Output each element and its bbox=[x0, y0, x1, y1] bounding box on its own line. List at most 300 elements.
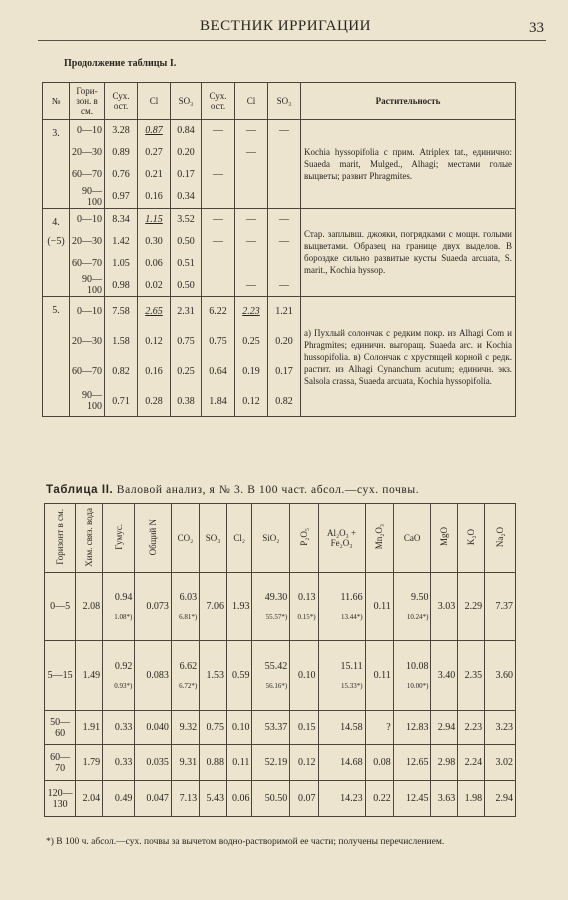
table2-cell bbox=[393, 711, 431, 745]
table2-value: 1.49 bbox=[82, 670, 101, 681]
table2-value: 1.79 bbox=[82, 757, 101, 768]
table1-cell: 20—30 bbox=[70, 327, 105, 357]
table2-value: 12.83 bbox=[405, 722, 429, 733]
table2-value: 0.08 bbox=[373, 757, 391, 768]
table2-value: 0.33 bbox=[114, 722, 133, 733]
table2-col-label: CaO bbox=[403, 533, 421, 543]
table2-cell bbox=[103, 781, 135, 817]
table1-cell: — bbox=[268, 208, 301, 230]
table2-cell bbox=[458, 711, 485, 745]
table2-value: 2.94 bbox=[495, 793, 513, 804]
table1-cell: 0.12 bbox=[138, 327, 171, 357]
table2-cell bbox=[485, 711, 516, 745]
table1-cell: 0.12 bbox=[235, 387, 268, 417]
table2-value: 2.35 bbox=[464, 670, 483, 681]
table1-row bbox=[43, 208, 516, 230]
table2-value: 3.60 bbox=[495, 670, 513, 681]
table2 bbox=[44, 503, 516, 817]
table2-cell bbox=[252, 781, 290, 817]
table2-value: 53.37 bbox=[264, 722, 288, 733]
table2-cell bbox=[365, 781, 393, 817]
table1-cell: 60—70 bbox=[70, 357, 105, 387]
table2-cell bbox=[485, 641, 516, 711]
table2-cell bbox=[76, 781, 103, 817]
table1-cell: 0.28 bbox=[138, 387, 171, 417]
table2-value: 12.45 bbox=[405, 793, 429, 804]
table2-col-label: P₂O₅ bbox=[298, 528, 309, 546]
table2-cell bbox=[252, 573, 290, 641]
table1-cell: 0.17 bbox=[268, 357, 301, 387]
table2-corrected-value: 6.81*) bbox=[179, 613, 198, 621]
table2-col-header bbox=[76, 504, 103, 573]
table2-col-header bbox=[365, 504, 393, 573]
table1-col-header: Cl bbox=[138, 83, 171, 120]
table2-col-header bbox=[431, 504, 458, 573]
table2-cell bbox=[135, 711, 171, 745]
table2-cell bbox=[290, 641, 318, 711]
table2-value: 1.91 bbox=[82, 722, 101, 733]
table2-corrected-value: 6.72*) bbox=[179, 682, 198, 690]
table2-value: 7.06 bbox=[206, 601, 224, 612]
table2-value: 6.62 bbox=[179, 661, 198, 672]
table2-value: 2.29 bbox=[464, 601, 483, 612]
table1-cell bbox=[202, 142, 235, 164]
table1-col-header: Гори-зон. в см. bbox=[70, 83, 105, 120]
table1-cell: 0.51 bbox=[171, 252, 202, 274]
table2-cell bbox=[393, 745, 431, 781]
table1-cell: 0.50 bbox=[171, 274, 202, 297]
table2-col-label: Mn₂O₃ bbox=[374, 524, 385, 550]
table2-cell bbox=[76, 711, 103, 745]
table2-cell bbox=[365, 641, 393, 711]
table1-col-header: SO₃ bbox=[171, 83, 202, 120]
table2-value: 50—60 bbox=[50, 716, 71, 739]
table2-cell bbox=[103, 711, 135, 745]
table2-row bbox=[45, 641, 516, 711]
table2-value: 0.083 bbox=[146, 670, 169, 681]
table2-cell bbox=[485, 745, 516, 781]
table1-group-number bbox=[43, 120, 70, 209]
table2-value: 0.59 bbox=[231, 670, 250, 681]
table2-corrected-value: 0.15*) bbox=[297, 613, 316, 621]
table2-value: 0.75 bbox=[206, 722, 224, 733]
table2-value: 3.63 bbox=[437, 793, 456, 804]
table2-corrected-value: 55.57*) bbox=[265, 613, 288, 621]
table1-cell: 20—30 bbox=[70, 142, 105, 164]
table1-cell: 0.89 bbox=[105, 142, 138, 164]
table2-title-label: Таблица II. bbox=[46, 484, 114, 496]
table2-value: 0.88 bbox=[206, 757, 224, 768]
table2-col-label: Al₂O₃ + Fe₂O₃ bbox=[327, 528, 357, 548]
table2-cell bbox=[135, 781, 171, 817]
table2-cell bbox=[252, 641, 290, 711]
table1-cell: 0.76 bbox=[105, 164, 138, 186]
table2-value: 3.23 bbox=[495, 722, 513, 733]
table2-value: 0.12 bbox=[298, 757, 316, 768]
table1-cell: — bbox=[268, 120, 301, 142]
table1-cell: 2.65 bbox=[138, 297, 171, 327]
table2-cell bbox=[290, 573, 318, 641]
table2-col-label: CO₂ bbox=[177, 533, 194, 543]
table2-value: 2.24 bbox=[464, 757, 483, 768]
table2-value: 0.13 bbox=[298, 592, 316, 603]
table1-cell: 0.20 bbox=[268, 327, 301, 357]
table1-cell: — bbox=[268, 230, 301, 252]
table2-value: 55.42 bbox=[264, 661, 288, 672]
table1-cell: 0.64 bbox=[202, 357, 235, 387]
table1-cell bbox=[268, 252, 301, 274]
table2-col-header bbox=[200, 504, 227, 573]
group-sub-number: (−5) bbox=[47, 235, 65, 247]
table2-value: 6.03 bbox=[179, 592, 198, 603]
table2-value: 9.50 bbox=[410, 592, 429, 603]
table2-cell bbox=[318, 745, 365, 781]
table1-cell: — bbox=[235, 274, 268, 297]
table1-cell: 0.20 bbox=[171, 142, 202, 164]
table2-value: 3.40 bbox=[437, 670, 456, 681]
table2-header-row bbox=[45, 504, 516, 573]
table2-value: 9.31 bbox=[179, 757, 198, 768]
table1-cell: — bbox=[202, 164, 235, 186]
table2-value: 7.37 bbox=[495, 601, 513, 612]
table1-cell bbox=[202, 252, 235, 274]
table1-cell: 0.02 bbox=[138, 274, 171, 297]
table1-cell bbox=[235, 252, 268, 274]
table2-value: 11.66 bbox=[340, 592, 363, 603]
table2-value: 15.11 bbox=[340, 661, 363, 672]
table2-cell bbox=[226, 781, 251, 817]
table2-cell bbox=[226, 641, 251, 711]
table2-value: 0.10 bbox=[231, 722, 250, 733]
table1-cell: 0.98 bbox=[105, 274, 138, 297]
table2-cell bbox=[200, 641, 227, 711]
table2-cell bbox=[171, 711, 199, 745]
table2-cell bbox=[103, 641, 135, 711]
table1-cell: — bbox=[235, 208, 268, 230]
table2-cell bbox=[431, 641, 458, 711]
table2-value: 2.94 bbox=[437, 722, 456, 733]
table2-col-header bbox=[135, 504, 171, 573]
table2-value: 5.43 bbox=[206, 793, 224, 804]
table1-cell: 1.58 bbox=[105, 327, 138, 357]
table1-cell: 0.25 bbox=[235, 327, 268, 357]
table1-cell: — bbox=[202, 120, 235, 142]
table2-cell bbox=[171, 641, 199, 711]
table1-vegetation: Kochia hyssopifolia с прим. Atriplex tat., единично: Suaeda marit, Mulged., Alhagi; местами голые выцветы; развит Phragmites. bbox=[301, 120, 516, 209]
table1-col-header: № bbox=[43, 83, 70, 120]
group-number: 5. bbox=[52, 305, 60, 316]
table1-cell: 90—100 bbox=[70, 186, 105, 209]
table2-value: 9.32 bbox=[179, 722, 198, 733]
table2-value: 10.08 bbox=[405, 661, 429, 672]
table2-cell bbox=[45, 781, 76, 817]
table2-col-header bbox=[252, 504, 290, 573]
table1-cell: 0.25 bbox=[171, 357, 202, 387]
table2-value: 0.22 bbox=[373, 793, 391, 804]
table2-cell bbox=[365, 573, 393, 641]
table2-cell bbox=[365, 711, 393, 745]
table1-cell: — bbox=[235, 230, 268, 252]
table2-value: 0.07 bbox=[298, 793, 316, 804]
table2-value: 0.040 bbox=[146, 722, 169, 733]
table2-col-label: Общий N bbox=[148, 518, 159, 556]
table2-row bbox=[45, 573, 516, 641]
table2-value: 0.073 bbox=[146, 601, 169, 612]
table2-value: 2.08 bbox=[82, 601, 101, 612]
table2-cell bbox=[431, 573, 458, 641]
table2-cell bbox=[226, 711, 251, 745]
table2-col-header bbox=[45, 504, 76, 573]
table2-corrected-value: 15.33*) bbox=[341, 682, 363, 690]
table2-cell bbox=[431, 745, 458, 781]
table1-cell: 0.27 bbox=[138, 142, 171, 164]
table2-value: 0.33 bbox=[114, 757, 133, 768]
table1-cell: 90—100 bbox=[70, 387, 105, 417]
table1-cell: 1.84 bbox=[202, 387, 235, 417]
table2-value: 2.23 bbox=[464, 722, 483, 733]
table2-cell bbox=[200, 573, 227, 641]
table1-vegetation: Стар. заплывш. джояки, погрядками с мощн. голыми выцветами. Образец на границе двух выделов. В бороздке сильно развитые кусты Suaeda arcuata, S. marit., Kochia hyssop. bbox=[301, 208, 516, 297]
table2-value: 14.58 bbox=[340, 722, 363, 733]
table2-cell bbox=[318, 781, 365, 817]
table2-corrected-value: 10.00*) bbox=[406, 682, 429, 690]
table2-value: 0.10 bbox=[298, 670, 316, 681]
table2-title bbox=[46, 484, 419, 496]
table1-cell: 0.82 bbox=[268, 387, 301, 417]
table2-cell bbox=[226, 745, 251, 781]
table2-cell bbox=[45, 641, 76, 711]
table1-cell: 1.42 bbox=[105, 230, 138, 252]
table2-corrected-value: 13.44*) bbox=[341, 613, 363, 621]
table2-cell bbox=[318, 641, 365, 711]
table2-cell bbox=[431, 711, 458, 745]
table2-row bbox=[45, 711, 516, 745]
table2-cell bbox=[135, 641, 171, 711]
table2-col-header bbox=[318, 504, 365, 573]
table1-cell: — bbox=[268, 274, 301, 297]
table1-caption: Продолжение таблицы I. bbox=[64, 58, 177, 69]
table1-col-header: Cl bbox=[235, 83, 268, 120]
table1-cell: 0—10 bbox=[70, 208, 105, 230]
table2-value: 0.94 bbox=[114, 592, 133, 603]
table2-cell bbox=[485, 573, 516, 641]
table1-cell bbox=[268, 164, 301, 186]
table2-value: 12.65 bbox=[405, 757, 429, 768]
table2-col-header bbox=[458, 504, 485, 573]
page-number: 33 bbox=[529, 20, 544, 36]
table2-col-label: Гумус. bbox=[113, 524, 124, 550]
table1-cell: 8.34 bbox=[105, 208, 138, 230]
table1-cell: 1.21 bbox=[268, 297, 301, 327]
table2-col-header bbox=[171, 504, 199, 573]
table2-value: 52.19 bbox=[264, 757, 288, 768]
table2-cell bbox=[393, 573, 431, 641]
table1-cell: 0.19 bbox=[235, 357, 268, 387]
table1-cell bbox=[235, 186, 268, 209]
table2-value: 0.15 bbox=[298, 722, 316, 733]
table2-value: 50.50 bbox=[264, 793, 288, 804]
table1-group-number bbox=[43, 208, 70, 297]
table1-group-number bbox=[43, 297, 70, 417]
table2-value: 0.49 bbox=[114, 793, 133, 804]
table2-value: 0.11 bbox=[232, 757, 250, 768]
table2-cell bbox=[76, 641, 103, 711]
footnote: *) В 100 ч. абсол.—сух. почвы за вычетом водно-растворимой ее части; получены перечислением. bbox=[46, 837, 445, 847]
table2-cell bbox=[76, 745, 103, 781]
table2-col-label: Горизонт в см. bbox=[55, 509, 66, 565]
table2-value: 2.98 bbox=[437, 757, 456, 768]
table2-value: 7.13 bbox=[179, 793, 198, 804]
table2-cell bbox=[290, 711, 318, 745]
table2-value: 0.11 bbox=[373, 601, 391, 612]
table1-cell: 2.23 bbox=[235, 297, 268, 327]
table1-cell: 0.06 bbox=[138, 252, 171, 274]
table1-cell: 0.82 bbox=[105, 357, 138, 387]
table1-cell: — bbox=[202, 230, 235, 252]
group-number: 3. bbox=[52, 128, 60, 139]
table2-corrected-value: 10.24*) bbox=[406, 613, 429, 621]
table2-col-header bbox=[290, 504, 318, 573]
table2-value: 0.11 bbox=[373, 670, 391, 681]
table1-cell: 0.50 bbox=[171, 230, 202, 252]
table2-value: 0.035 bbox=[146, 757, 169, 768]
table2-cell bbox=[171, 745, 199, 781]
table2-cell bbox=[458, 781, 485, 817]
table1-cell: 0.16 bbox=[138, 357, 171, 387]
table2-cell bbox=[76, 573, 103, 641]
table2-cell bbox=[103, 573, 135, 641]
table2-value: 49.30 bbox=[264, 592, 288, 603]
table1-header-row bbox=[43, 83, 516, 120]
table2-col-header bbox=[485, 504, 516, 573]
table1-cell: 60—70 bbox=[70, 164, 105, 186]
table1-row bbox=[43, 297, 516, 327]
table2-body bbox=[45, 573, 516, 817]
table2-value: 5—15 bbox=[47, 670, 73, 681]
table2-cell bbox=[200, 745, 227, 781]
table2-value: 0.06 bbox=[231, 793, 250, 804]
table1-cell: 0—10 bbox=[70, 120, 105, 142]
table1-cell: 3.52 bbox=[171, 208, 202, 230]
table2-corrected-value: 0.93*) bbox=[114, 682, 133, 690]
table2-cell bbox=[393, 641, 431, 711]
table2-value: 14.23 bbox=[340, 793, 363, 804]
table1-cell: 2.31 bbox=[171, 297, 202, 327]
table1-cell: 0.84 bbox=[171, 120, 202, 142]
table2-cell bbox=[103, 745, 135, 781]
table1-cell: — bbox=[235, 120, 268, 142]
table1-cell bbox=[235, 164, 268, 186]
table1-cell: 0.30 bbox=[138, 230, 171, 252]
table2-value: 1.53 bbox=[206, 670, 224, 681]
table2-cell bbox=[393, 781, 431, 817]
table2-value: 14.68 bbox=[340, 757, 363, 768]
table2-value: 0.92 bbox=[114, 661, 133, 672]
header-rule bbox=[38, 40, 546, 41]
table2-cell bbox=[458, 745, 485, 781]
table1-cell: 1.05 bbox=[105, 252, 138, 274]
table1-cell: 0.21 bbox=[138, 164, 171, 186]
table2-cell bbox=[45, 745, 76, 781]
table2-cell bbox=[252, 711, 290, 745]
table1-cell: — bbox=[202, 208, 235, 230]
table1-cell: 3.28 bbox=[105, 120, 138, 142]
table2-cell bbox=[365, 745, 393, 781]
table2-col-label: MgO bbox=[439, 527, 450, 547]
table1-col-header: Сух. ост. bbox=[202, 83, 235, 120]
table2-col-header bbox=[226, 504, 251, 573]
table2-col-label: Хим. связ. вода bbox=[84, 507, 95, 567]
table2-cell bbox=[290, 745, 318, 781]
table2-cell bbox=[431, 781, 458, 817]
table2-cell bbox=[226, 573, 251, 641]
table1-cell: 0.75 bbox=[202, 327, 235, 357]
table2-value: 3.03 bbox=[437, 601, 456, 612]
table1-col-header: SO₃ bbox=[268, 83, 301, 120]
table2-value: 2.04 bbox=[82, 793, 101, 804]
table2-col-label: SO₃ bbox=[205, 533, 221, 543]
journal-title: ВЕСТНИК ИРРИГАЦИИ bbox=[200, 18, 371, 34]
table2-corrected-value: 1.08*) bbox=[114, 613, 133, 621]
table2-cell bbox=[171, 781, 199, 817]
table2-cell bbox=[200, 781, 227, 817]
table2-cell bbox=[135, 745, 171, 781]
table1-row bbox=[43, 120, 516, 142]
table2-cell bbox=[45, 711, 76, 745]
table2-cell bbox=[45, 573, 76, 641]
table2-col-label: K₂O bbox=[466, 528, 477, 546]
table1-cell: 60—70 bbox=[70, 252, 105, 274]
table1-cell: 0.38 bbox=[171, 387, 202, 417]
table2-value: 3.02 bbox=[495, 757, 513, 768]
table1-cell: 0.87 bbox=[138, 120, 171, 142]
table1-cell: 6.22 bbox=[202, 297, 235, 327]
table2-value: 60—70 bbox=[50, 751, 71, 774]
table2-value: 120—130 bbox=[47, 787, 73, 810]
table1-cell: 0.34 bbox=[171, 186, 202, 209]
table2-col-label: Cl₂ bbox=[233, 533, 246, 543]
group-number: 4. bbox=[52, 216, 60, 228]
table1-cell: 0.97 bbox=[105, 186, 138, 209]
table1-cell: 1.15 bbox=[138, 208, 171, 230]
table2-col-header bbox=[393, 504, 431, 573]
table1-body bbox=[43, 120, 516, 417]
table2-corrected-value: 56.16*) bbox=[265, 682, 288, 690]
table2-row bbox=[45, 781, 516, 817]
table1-col-header: Сух. ост. bbox=[105, 83, 138, 120]
table2-cell bbox=[318, 573, 365, 641]
table1-cell: — bbox=[235, 142, 268, 164]
table2-value: 0.047 bbox=[146, 793, 169, 804]
table1-cell: 0—10 bbox=[70, 297, 105, 327]
table2-cell bbox=[458, 641, 485, 711]
table2-cell bbox=[290, 781, 318, 817]
table1-vegetation: а) Пухлый солончак с редким покр. из Alhagi Com и Phragmites; единичн. выгоращ. Suaeda arc. и Kochia hussopifolia. в) Солончак с хрустящей корной с редк. растит. из Alhagi Cynanchum acutum; единичн. экз. Salsola crassa, Suaeda arcuata, Kochia hyssopifolia. bbox=[301, 297, 516, 417]
table1 bbox=[42, 82, 516, 417]
table1-col-header: Растительность bbox=[301, 83, 516, 120]
table2-cell bbox=[485, 781, 516, 817]
table2-value: ? bbox=[386, 722, 391, 733]
table2-value: 1.93 bbox=[231, 601, 250, 612]
table2-col-header bbox=[103, 504, 135, 573]
table1-cell bbox=[202, 274, 235, 297]
table2-cell bbox=[200, 711, 227, 745]
table2-title-text: Валовой анализ, я № 3. В 100 част. абсол.—сух. почвы. bbox=[116, 484, 420, 496]
table2-cell bbox=[318, 711, 365, 745]
table1-cell bbox=[268, 186, 301, 209]
table1-cell: 0.75 bbox=[171, 327, 202, 357]
table2-col-label: Na₂O bbox=[495, 526, 506, 548]
